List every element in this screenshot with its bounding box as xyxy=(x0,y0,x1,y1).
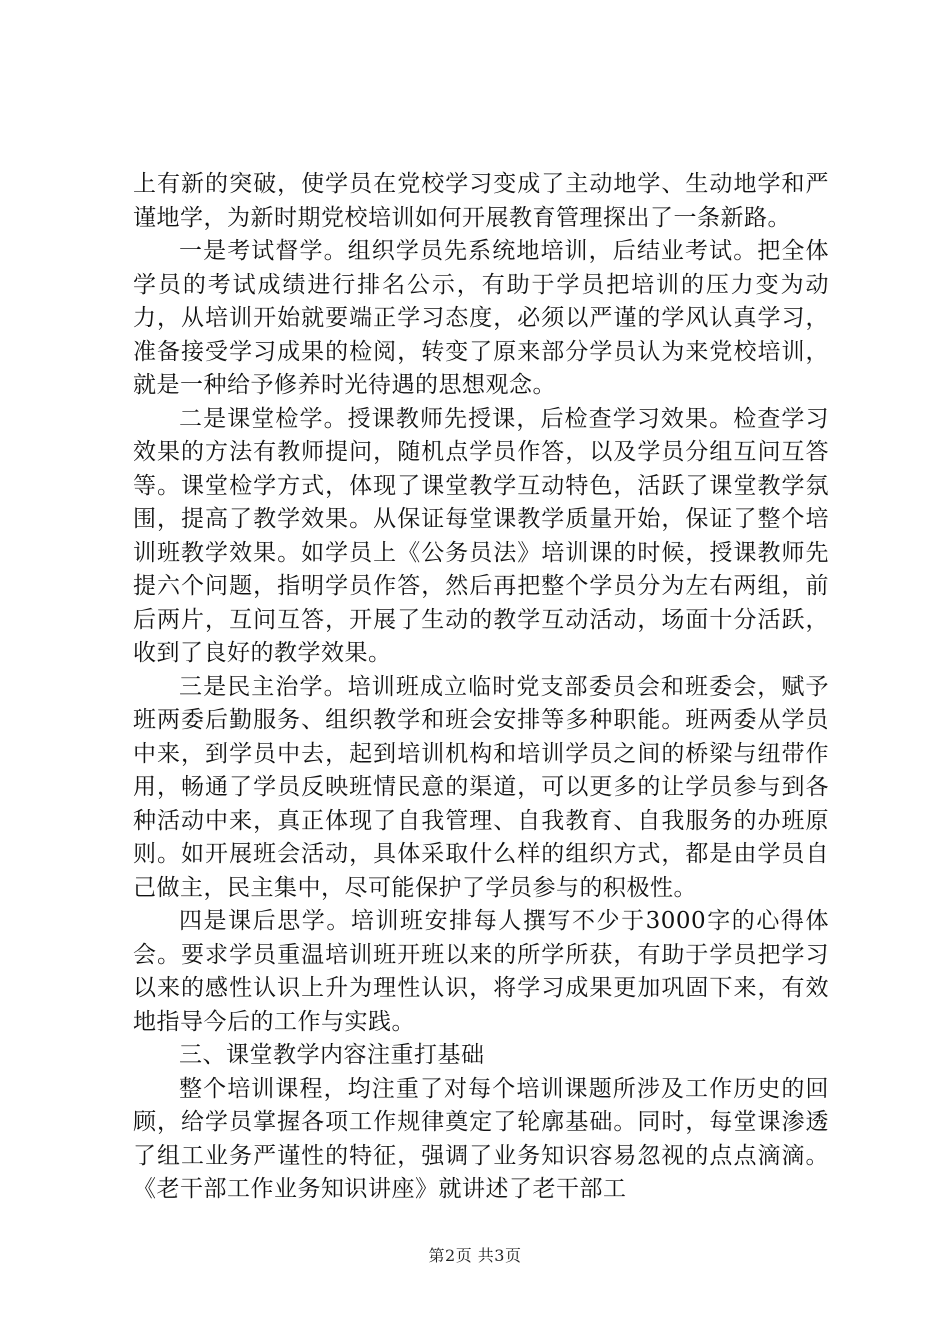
paragraph-exam-supervision: 一是考试督学。组织学员先系统地培训，后结业考试。把全体学员的考试成绩进行排名公示，有助于学员把培训的压力变为动力，从培训开始就要端正学习态度，必须以严谨的学风认真学习，准备接受学习成果的检阅，转变了原来部分学员认为来党校培训，就是一种给予修养时光待遇的思想观念。 xyxy=(133,238,829,398)
paragraph-continuation: 上有新的突破，使学员在党校学习变成了主动地学、生动地学和严谨地学，为新时期党校培训如何开展教育管理探出了一条新路。 xyxy=(133,171,829,231)
paragraph-classroom-check: 二是课堂检学。授课教师先授课，后检查学习效果。检查学习效果的方法有教师提问，随机点学员作答，以及学员分组互问互答等。课堂检学方式，体现了课堂教学互动特色，活跃了课堂教学氛围，提高了教学效果。从保证每堂课教学质量开始，保证了整个培训班教学效果。如学员上《公务员法》培训课的时候，授课教师先提六个问题，指明学员作答，然后再把整个学员分为左右两组，前后两片，互问互答，开展了生动的教学互动活动，场面十分活跃，收到了良好的教学效果。 xyxy=(133,405,829,666)
paragraph-course-content: 整个培训课程，均注重了对每个培训课题所涉及工作历史的回顾，给学员掌握各项工作规律奠定了轮廓基础。同时，每堂课渗透了组工业务严谨性的特征，强调了业务知识容易忽视的点点滴滴。《老干部工作业务知识讲座》就讲述了老干部工 xyxy=(133,1075,829,1202)
paragraph-democratic-management: 三是民主治学。培训班成立临时党支部委员会和班委会，赋予班两委后勤服务、组织教学和班会安排等多种职能。班两委从学员中来，到学员中去，起到培训机构和培训学员之间的桥梁与纽带作用，畅通了学员反映班情民意的渠道，可以更多的让学员参与到各种活动中来，真正体现了自我管理、自我教育、自我服务的办班原则。如开展班会活动，具体采取什么样的组织方式，都是由学员自己做主，民主集中，尽可能保护了学员参与的积极性。 xyxy=(133,673,829,901)
section-heading: 三、课堂教学内容注重打基础 xyxy=(179,1042,485,1068)
page-number: 第2页 共3页 xyxy=(428,1246,522,1265)
paragraph-after-class-reflection: 四是课后思学。培训班安排每人撰写不少于3000字的心得体会。要求学员重温培训班开班以来的所学所获，有助于学员把学习以来的感性认识上升为理性认识，将学习成果更加巩固下来，有效地指导今后的工作与实践。 xyxy=(133,908,829,1035)
document-body xyxy=(133,168,829,1207)
